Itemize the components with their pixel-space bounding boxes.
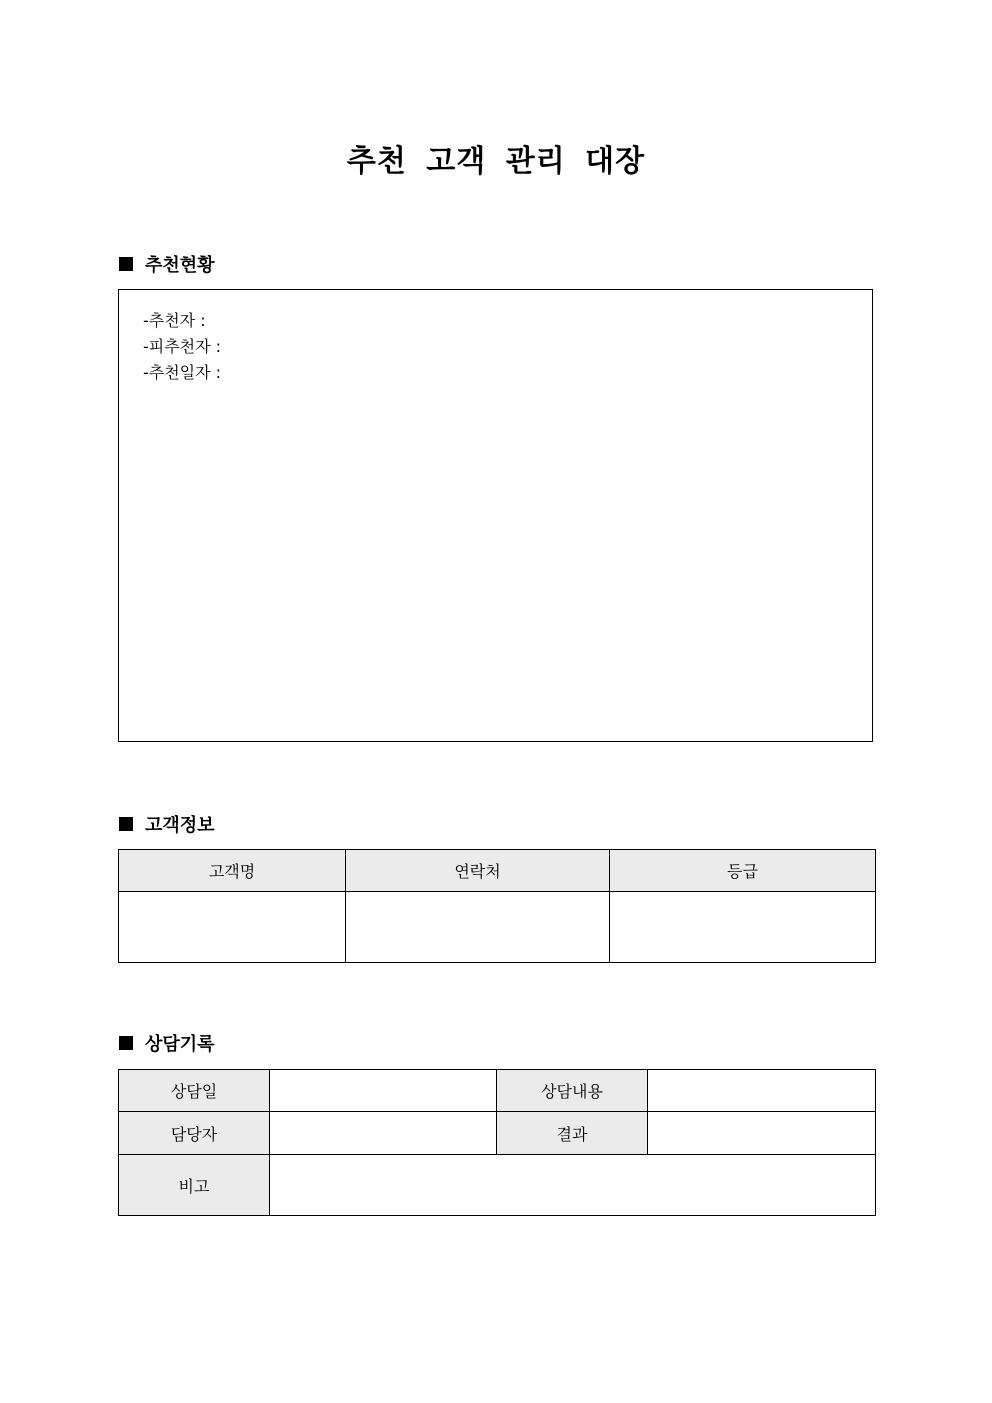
label-result: 결과 <box>497 1112 648 1155</box>
recommended-line: -피추천자 : <box>143 337 222 356</box>
black-square-icon <box>119 257 133 271</box>
note-cell[interactable] <box>270 1155 876 1216</box>
section-heading-customer-info <box>119 812 215 836</box>
contact-cell[interactable] <box>346 892 610 963</box>
result-cell[interactable] <box>648 1112 876 1155</box>
column-header-customer-name: 고객명 <box>119 850 346 892</box>
section-heading-consultation <box>119 1031 215 1055</box>
grade-cell[interactable] <box>610 892 876 963</box>
customer-info-table <box>118 849 876 963</box>
label-manager: 담당자 <box>119 1112 270 1155</box>
label-consultation-date: 상담일 <box>119 1070 270 1112</box>
column-header-grade: 등급 <box>610 850 876 892</box>
recommendation-date-line: -추천일자 : <box>143 363 222 382</box>
recommendation-box[interactable] <box>118 289 873 742</box>
section-heading-recommendation <box>119 252 215 276</box>
black-square-icon <box>119 817 133 831</box>
section-heading-label: 상담기록 <box>145 1034 215 1055</box>
document-title: 추천 고객 관리 대장 <box>346 144 646 179</box>
consultation-date-cell[interactable] <box>270 1070 497 1112</box>
black-square-icon <box>119 1036 133 1050</box>
consultation-content-cell[interactable] <box>648 1070 876 1112</box>
label-note: 비고 <box>119 1155 270 1216</box>
label-consultation-content: 상담내용 <box>497 1070 648 1112</box>
column-header-contact: 연락처 <box>346 850 610 892</box>
section-heading-label: 고객정보 <box>145 815 215 836</box>
customer-name-cell[interactable] <box>119 892 346 963</box>
section-heading-label: 추천현황 <box>145 255 215 276</box>
recommender-line: -추천자 : <box>143 311 206 330</box>
manager-cell[interactable] <box>270 1112 497 1155</box>
consultation-table <box>118 1069 876 1216</box>
